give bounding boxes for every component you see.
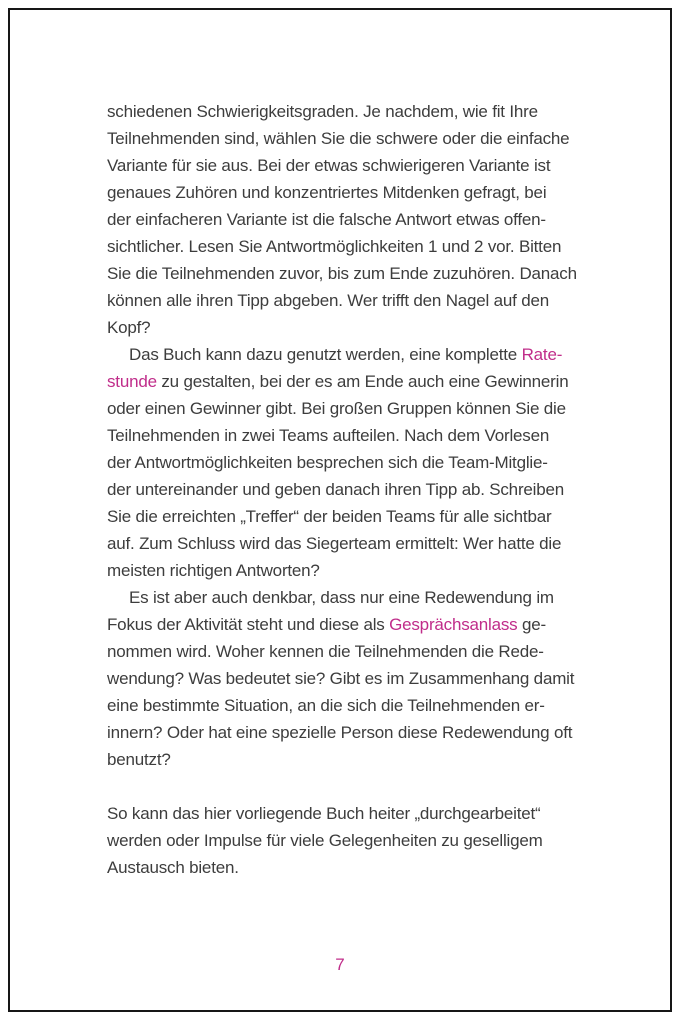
text-line	[107, 827, 617, 854]
text-line	[107, 530, 617, 557]
text-line	[107, 260, 617, 287]
page-number: 7	[335, 955, 345, 974]
text-line	[107, 314, 617, 341]
text-line	[107, 557, 617, 584]
text-segment: wendung? Was bedeutet sie? Gibt es im Zusammenhang damit	[107, 669, 575, 688]
highlighted-term: Gesprächsanlass	[389, 615, 518, 634]
text-segment: der einfacheren Variante ist die falsche Antwort etwas offen-	[107, 210, 546, 229]
highlighted-term: Rate-	[521, 345, 563, 364]
text-segment: genaues Zuhören und konzentriertes Mitdenken gefragt, bei	[107, 183, 547, 202]
text-line	[107, 638, 617, 665]
paragraph	[107, 341, 617, 584]
text-segment: werden oder Impulse für viele Gelegenheiten zu geselligem	[107, 831, 543, 850]
text-line	[107, 152, 617, 179]
paragraph	[107, 584, 617, 773]
text-segment: Das Buch kann dazu genutzt werden, eine komplette	[129, 345, 522, 364]
text-segment: Es ist aber auch denkbar, dass nur eine Redewendung im	[129, 588, 554, 607]
text-line	[107, 179, 617, 206]
text-line	[107, 719, 617, 746]
text-segment: oder einen Gewinner gibt. Bei großen Gruppen können Sie die	[107, 399, 566, 418]
text-line	[107, 368, 617, 395]
text-segment: So kann das hier vorliegende Buch heiter „durchgearbeitet“	[107, 804, 541, 823]
text-segment: Kopf?	[107, 318, 151, 337]
paragraph	[107, 800, 617, 881]
text-segment: können alle ihren Tipp abgeben. Wer trifft den Nagel auf den	[107, 291, 549, 310]
text-segment: der untereinander und geben danach ihren Tipp ab. Schreiben	[107, 480, 564, 499]
text-segment: der Antwortmöglichkeiten besprechen sich die Team-Mitglie-	[107, 453, 548, 472]
text-segment: Austausch bieten.	[107, 858, 239, 877]
text-line	[107, 422, 617, 449]
text-segment: benutzt?	[107, 750, 171, 769]
text-line	[107, 287, 617, 314]
text-line	[107, 98, 617, 125]
highlighted-term: stunde	[107, 372, 157, 391]
text-line	[107, 125, 617, 152]
text-line	[107, 692, 617, 719]
text-line	[107, 341, 617, 368]
text-line	[107, 854, 617, 881]
text-segment: Sie die Teilnehmenden zuvor, bis zum Ende zuzuhören. Danach	[107, 264, 577, 283]
text-segment: auf. Zum Schluss wird das Siegerteam ermittelt: Wer hatte die	[107, 534, 562, 553]
text-segment: sichtlicher. Lesen Sie Antwortmöglichkeiten 1 und 2 vor. Bitten	[107, 237, 562, 256]
paragraph	[107, 98, 617, 341]
text-line	[107, 449, 617, 476]
text-line	[107, 584, 617, 611]
text-line	[107, 233, 617, 260]
text-segment: nommen wird. Woher kennen die Teilnehmenden die Rede-	[107, 642, 544, 661]
text-line	[107, 395, 617, 422]
text-segment: Fokus der Aktivität steht und diese als	[107, 615, 390, 634]
text-segment: Teilnehmenden sind, wählen Sie die schwere oder die einfache	[107, 129, 570, 148]
text-segment: ge-	[517, 615, 546, 634]
text-line	[107, 665, 617, 692]
text-segment: Variante für sie aus. Bei der etwas schwierigeren Variante ist	[107, 156, 551, 175]
text-segment: Sie die erreichten „Treffer“ der beiden Teams für alle sichtbar	[107, 507, 552, 526]
text-line	[107, 206, 617, 233]
text-line	[107, 800, 617, 827]
text-segment: innern? Oder hat eine spezielle Person diese Redewendung oft	[107, 723, 573, 742]
text-segment: eine bestimmte Situation, an die sich die Teilnehmenden er-	[107, 696, 545, 715]
book-page-frame	[8, 8, 672, 1012]
text-line	[107, 476, 617, 503]
text-segment: zu gestalten, bei der es am Ende auch eine Gewinnerin	[156, 372, 569, 391]
text-segment: schiedenen Schwierigkeitsgraden. Je nachdem, wie fit Ihre	[107, 102, 538, 121]
text-segment: Teilnehmenden in zwei Teams aufteilen. Nach dem Vorlesen	[107, 426, 550, 445]
text-block	[107, 98, 617, 881]
text-segment: meisten richtigen Antworten?	[107, 561, 320, 580]
text-line	[107, 611, 617, 638]
text-line	[107, 746, 617, 773]
text-line	[107, 503, 617, 530]
